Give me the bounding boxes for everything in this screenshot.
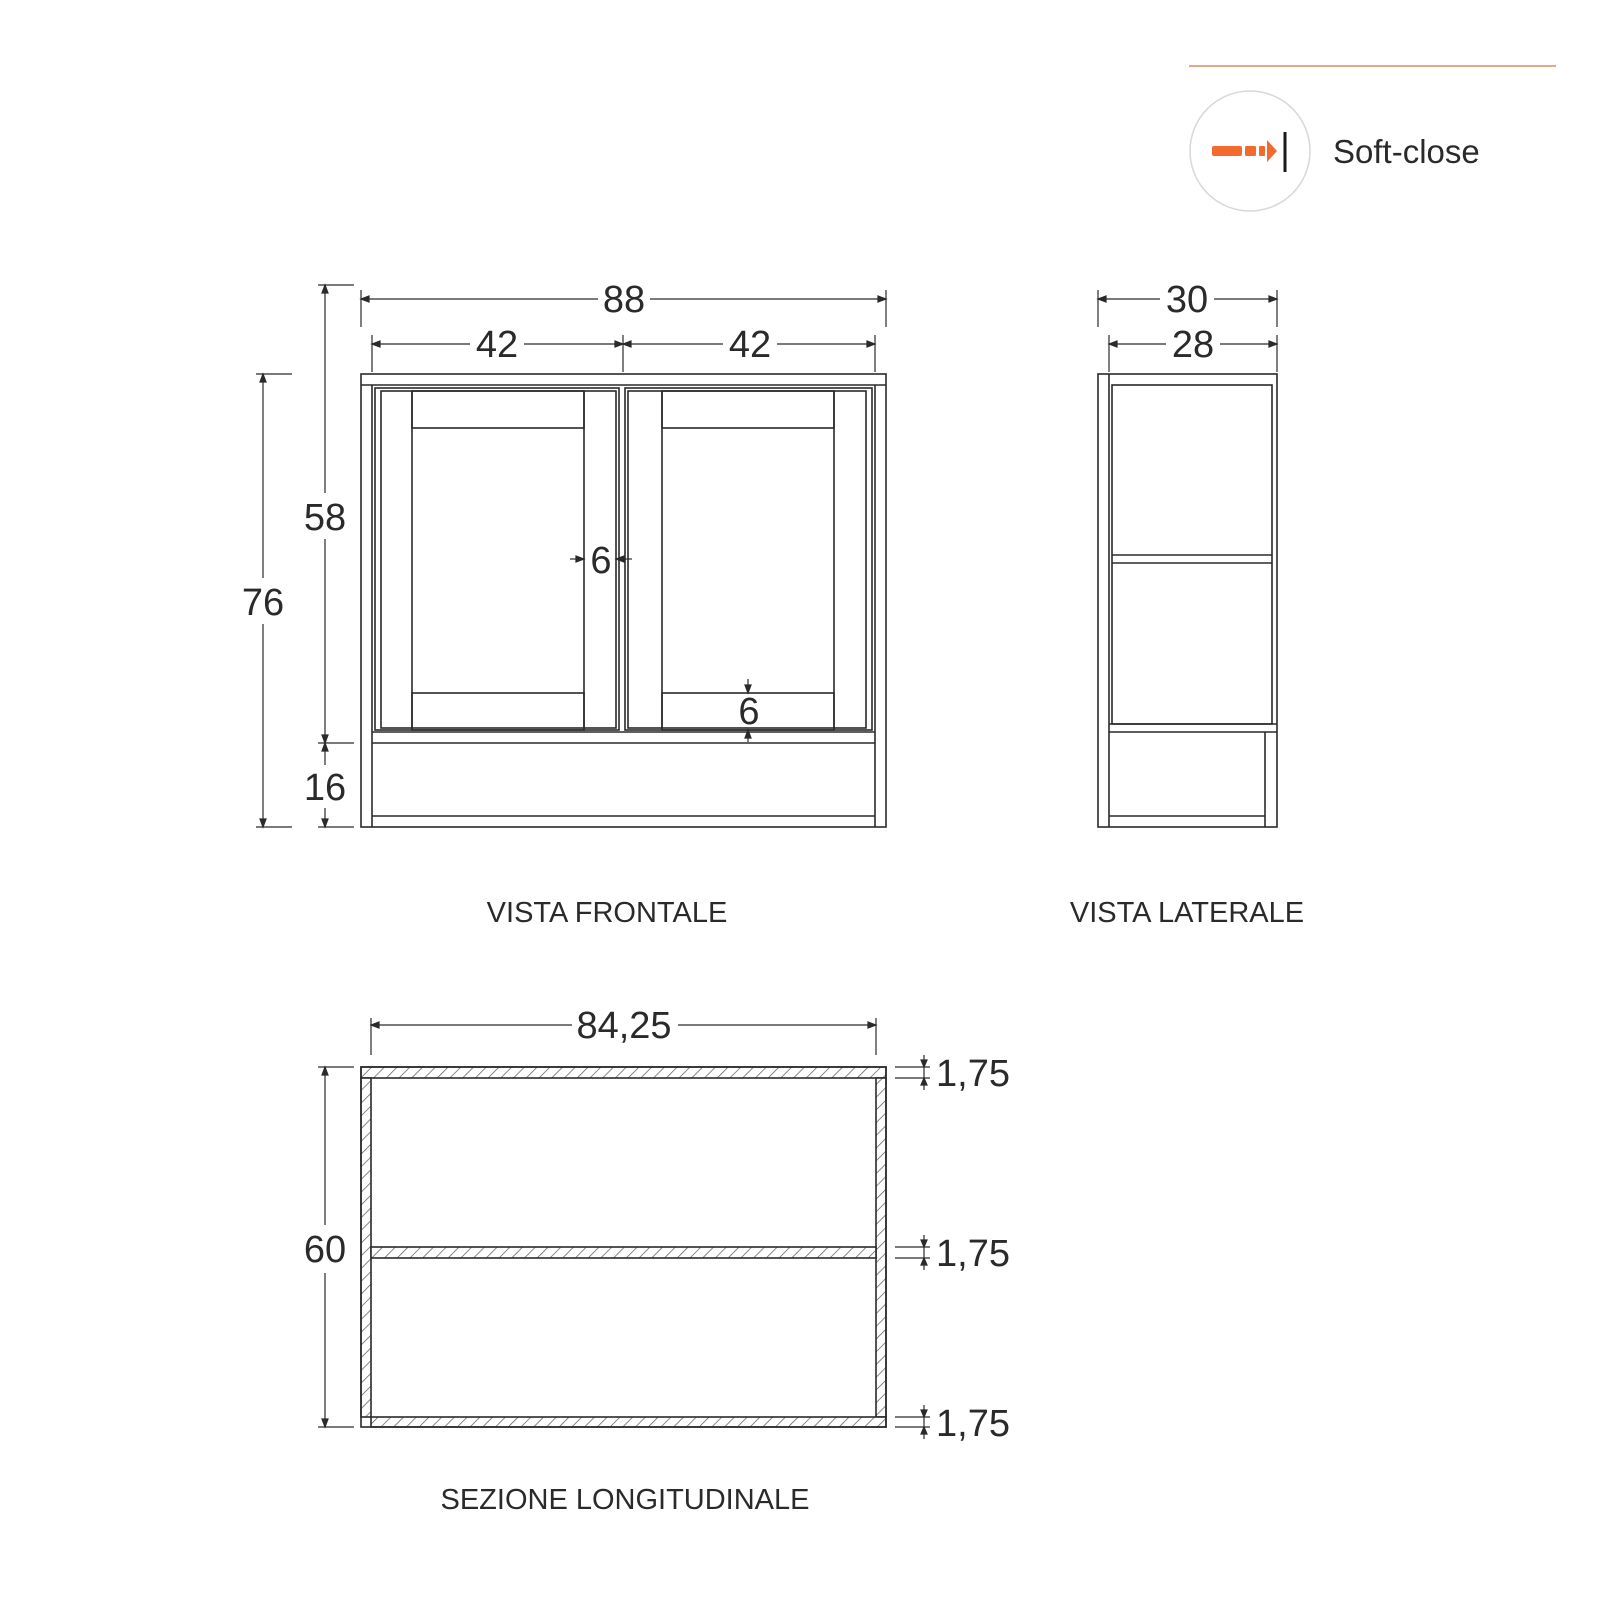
caption-front-view: VISTA FRONTALE xyxy=(486,897,728,929)
dim-thickness-shelf xyxy=(895,1235,930,1270)
caption-side-view: VISTA LATERALE xyxy=(1069,897,1305,929)
dim-thickness-top xyxy=(895,1055,930,1090)
badge-label: Soft-close xyxy=(1333,133,1480,170)
label-shelf-thickness: 1,75 xyxy=(936,1233,1010,1275)
section-bottom-panel xyxy=(371,1417,886,1427)
dim-height-parts xyxy=(318,285,354,827)
soft-close-badge xyxy=(1189,66,1556,211)
label-frame-stile: 6 xyxy=(590,540,612,582)
label-top-thickness: 1,75 xyxy=(936,1053,1010,1095)
label-section-height: 60 xyxy=(303,1229,347,1271)
front-cabinet-outline xyxy=(361,374,886,827)
dim-door-widths xyxy=(372,335,875,372)
caption-section-view: SEZIONE LONGITUDINALE xyxy=(440,1484,810,1516)
section-left-side xyxy=(361,1078,371,1417)
section-middle-shelf xyxy=(371,1247,876,1258)
label-height-drawer: 16 xyxy=(303,767,347,809)
section-view xyxy=(318,1018,930,1439)
label-depth-total: 30 xyxy=(1165,279,1209,321)
section-hatched-panels xyxy=(361,1067,886,1427)
label-frame-rail: 6 xyxy=(738,691,760,733)
label-door-right: 42 xyxy=(728,324,772,366)
label-height-total: 76 xyxy=(241,582,285,624)
label-depth-inner: 28 xyxy=(1171,324,1215,366)
right-door xyxy=(625,388,872,730)
side-view xyxy=(1098,290,1277,827)
section-view-labels xyxy=(304,1005,1010,1516)
dim-thickness-bottom xyxy=(895,1405,930,1439)
front-view-labels xyxy=(242,279,771,929)
front-view xyxy=(256,285,886,827)
label-bottom-thickness: 1,75 xyxy=(936,1403,1010,1445)
label-width-total: 88 xyxy=(602,279,646,321)
section-right-side xyxy=(876,1078,886,1417)
label-section-width: 84,25 xyxy=(576,1005,672,1047)
side-cabinet-outline xyxy=(1098,374,1277,827)
front-drawer xyxy=(372,732,875,743)
label-height-doors: 58 xyxy=(303,497,347,539)
side-view-labels xyxy=(1070,279,1304,929)
section-top-panel xyxy=(361,1067,886,1078)
label-door-left: 42 xyxy=(475,324,519,366)
